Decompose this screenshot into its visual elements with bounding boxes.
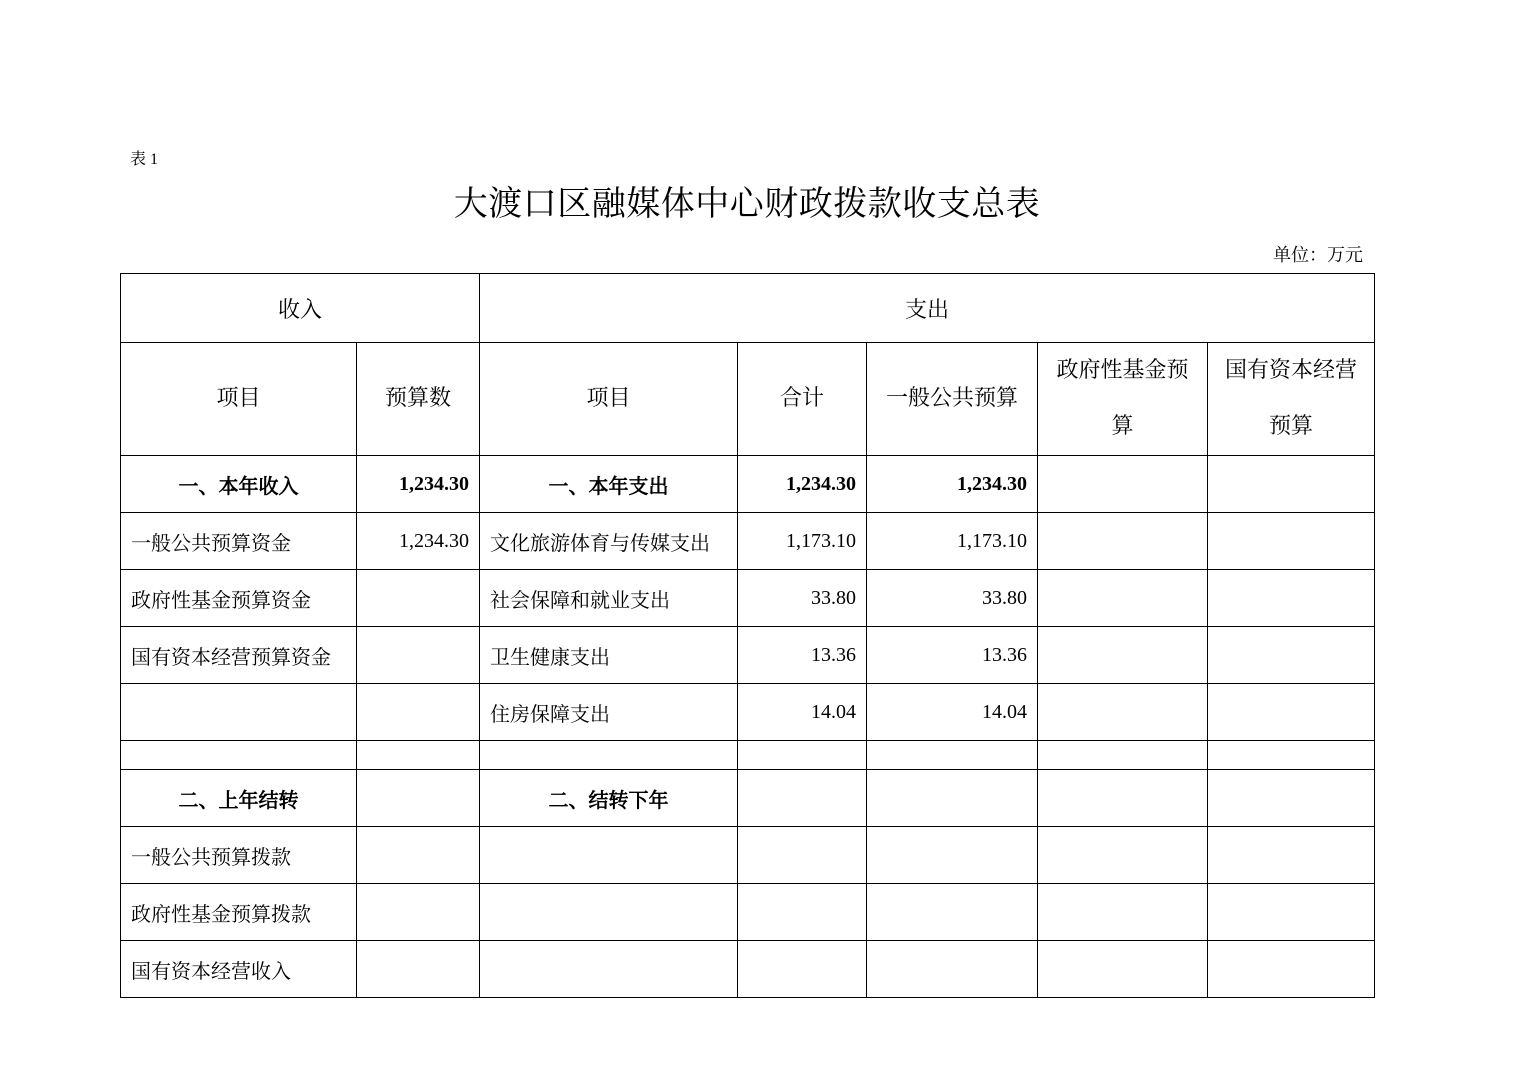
- exp-item: 文化旅游体育与传媒支出: [480, 513, 738, 570]
- exp-general: [867, 827, 1038, 884]
- income-item: 国有资本经营收入: [121, 941, 357, 998]
- exp-total: 1,234.30: [738, 456, 867, 513]
- income-item: 政府性基金预算资金: [121, 570, 357, 627]
- header-row-top: [121, 274, 1375, 343]
- income-budget: [357, 770, 480, 827]
- exp-general: 33.80: [867, 570, 1038, 627]
- income-budget: [357, 827, 480, 884]
- exp-general: 14.04: [867, 684, 1038, 741]
- exp-state: [1208, 513, 1375, 570]
- income-item-header: 项目: [121, 343, 357, 456]
- exp-state: [1208, 741, 1375, 770]
- table-row: [121, 827, 1375, 884]
- exp-state: [1208, 570, 1375, 627]
- exp-item: [480, 884, 738, 941]
- income-budget: [357, 941, 480, 998]
- income-item: 一、本年收入: [121, 456, 357, 513]
- exp-state: [1208, 684, 1375, 741]
- table-label: 表 1: [130, 151, 159, 168]
- income-item: 一般公共预算拨款: [121, 827, 357, 884]
- exp-item: [480, 941, 738, 998]
- exp-fund: [1038, 770, 1208, 827]
- exp-fund: [1038, 627, 1208, 684]
- income-budget: 1,234.30: [357, 513, 480, 570]
- exp-general: 13.36: [867, 627, 1038, 684]
- exp-total: 13.36: [738, 627, 867, 684]
- income-budget: 1,234.30: [357, 456, 480, 513]
- income-item: [121, 741, 357, 770]
- exp-item: [480, 741, 738, 770]
- income-budget: [357, 684, 480, 741]
- table-row: [121, 570, 1375, 627]
- exp-state: [1208, 827, 1375, 884]
- exp-total: [738, 884, 867, 941]
- exp-item: 住房保障支出: [480, 684, 738, 741]
- unit-label: 单位：万元: [1273, 245, 1363, 266]
- exp-item: [480, 827, 738, 884]
- finance-summary-table: [120, 273, 1375, 998]
- exp-state: [1208, 941, 1375, 998]
- exp-item: 一、本年支出: [480, 456, 738, 513]
- exp-item-header: 项目: [480, 343, 738, 456]
- exp-item: 卫生健康支出: [480, 627, 738, 684]
- exp-state: [1208, 627, 1375, 684]
- income-budget: [357, 570, 480, 627]
- table-row: [121, 770, 1375, 827]
- exp-total: [738, 941, 867, 998]
- exp-total: [738, 741, 867, 770]
- page-title: 大渡口区融媒体中心财政拨款收支总表: [453, 184, 1041, 224]
- exp-general: [867, 741, 1038, 770]
- income-item: 二、上年结转: [121, 770, 357, 827]
- exp-total: 14.04: [738, 684, 867, 741]
- header-row-sub: [121, 343, 1375, 456]
- exp-fund: [1038, 513, 1208, 570]
- income-item: 政府性基金预算拨款: [121, 884, 357, 941]
- exp-fund: [1038, 684, 1208, 741]
- exp-general: 1,173.10: [867, 513, 1038, 570]
- exp-fund: [1038, 741, 1208, 770]
- income-budget: [357, 884, 480, 941]
- exp-fund-header: 政府性基金预算: [1038, 343, 1208, 456]
- income-budget-header: 预算数: [357, 343, 480, 456]
- exp-general: 1,234.30: [867, 456, 1038, 513]
- exp-state: [1208, 456, 1375, 513]
- exp-fund: [1038, 884, 1208, 941]
- table-row: [121, 684, 1375, 741]
- exp-fund: [1038, 827, 1208, 884]
- exp-general: [867, 884, 1038, 941]
- exp-total: [738, 827, 867, 884]
- exp-fund: [1038, 570, 1208, 627]
- table-row: [121, 884, 1375, 941]
- exp-total-header: 合计: [738, 343, 867, 456]
- exp-state-header: 国有资本经营预算: [1208, 343, 1375, 456]
- exp-state: [1208, 884, 1375, 941]
- exp-state: [1208, 770, 1375, 827]
- income-item: 国有资本经营预算资金: [121, 627, 357, 684]
- table-row: [121, 941, 1375, 998]
- income-budget: [357, 741, 480, 770]
- exp-general-header: 一般公共预算: [867, 343, 1038, 456]
- exp-total: [738, 770, 867, 827]
- expenditure-header: 支出: [480, 274, 1375, 343]
- income-item: [121, 684, 357, 741]
- table-row: [121, 513, 1375, 570]
- exp-general: [867, 770, 1038, 827]
- income-item: 一般公共预算资金: [121, 513, 357, 570]
- table-row: [121, 741, 1375, 770]
- income-header: 收入: [121, 274, 480, 343]
- income-budget: [357, 627, 480, 684]
- exp-item: 二、结转下年: [480, 770, 738, 827]
- table-row: [121, 627, 1375, 684]
- exp-fund: [1038, 456, 1208, 513]
- exp-total: 1,173.10: [738, 513, 867, 570]
- table-row: [121, 456, 1375, 513]
- exp-total: 33.80: [738, 570, 867, 627]
- exp-item: 社会保障和就业支出: [480, 570, 738, 627]
- exp-fund: [1038, 941, 1208, 998]
- exp-general: [867, 941, 1038, 998]
